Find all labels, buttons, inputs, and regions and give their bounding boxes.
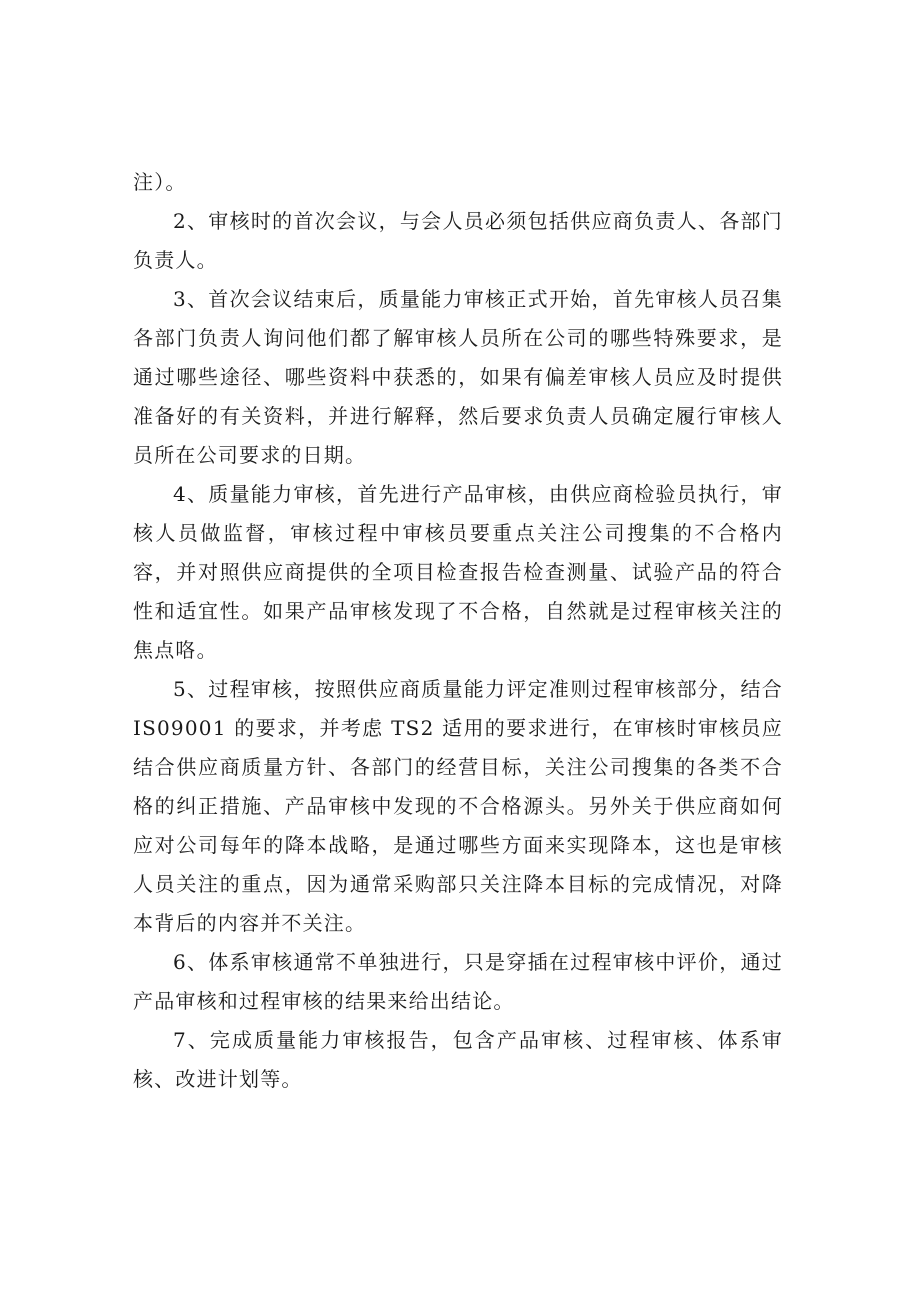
paragraph-item-7: 7、完成质量能力审核报告，包含产品审核、过程审核、体系审核、改进计划等。 — [133, 1028, 783, 1091]
paragraph-item-3: 3、首次会议结束后，质量能力审核正式开始，首先审核人员召集各部门负责人询问他们都了解审核人员所在公司的哪些特殊要求，是通过哪些途径、哪些资料中获悉的，如果有偏差审核人员应及时提供准备好的有关资料，并进行解释，然后要求负责人员确定履行审核人员所在公司要求的日期。 — [133, 287, 783, 467]
paragraph-item-5: 5、过程审核，按照供应商质量能力评定准则过程审核部分，结合 IS09001 的要求，并考虑 TS2 适用的要求进行，在审核时审核员应结合供应商质量方针、各部门的经营目标，关注公司搜集的各类不合格的纠正措施、产品审核中发现的不合格源头。另外关于供应商如何应对公司每年的降本战略，是通过哪些方面来实现降本，这也是审核人员关注的重点，因为通常采购部只关注降本目标的完成情况，对降本背后的内容并不关注。 — [133, 677, 783, 935]
paragraph-item-4: 4、质量能力审核，首先进行产品审核，由供应商检验员执行，审核人员做监督，审核过程中审核员要重点关注公司搜集的不合格内容，并对照供应商提供的全项目检查报告检查测量、试验产品的符合性和适宜性。如果产品审核发现了不合格，自然就是过程审核关注的焦点咯。 — [133, 482, 783, 662]
body-text — [133, 163, 783, 1099]
paragraph-item-2: 2、审核时的首次会议，与会人员必须包括供应商负责人、各部门负责人。 — [133, 209, 783, 272]
paragraph-item-6: 6、体系审核通常不单独进行，只是穿插在过程审核中评价，通过产品审核和过程审核的结果来给出结论。 — [133, 950, 783, 1013]
paragraph-continuation: 注）。 — [133, 170, 187, 194]
